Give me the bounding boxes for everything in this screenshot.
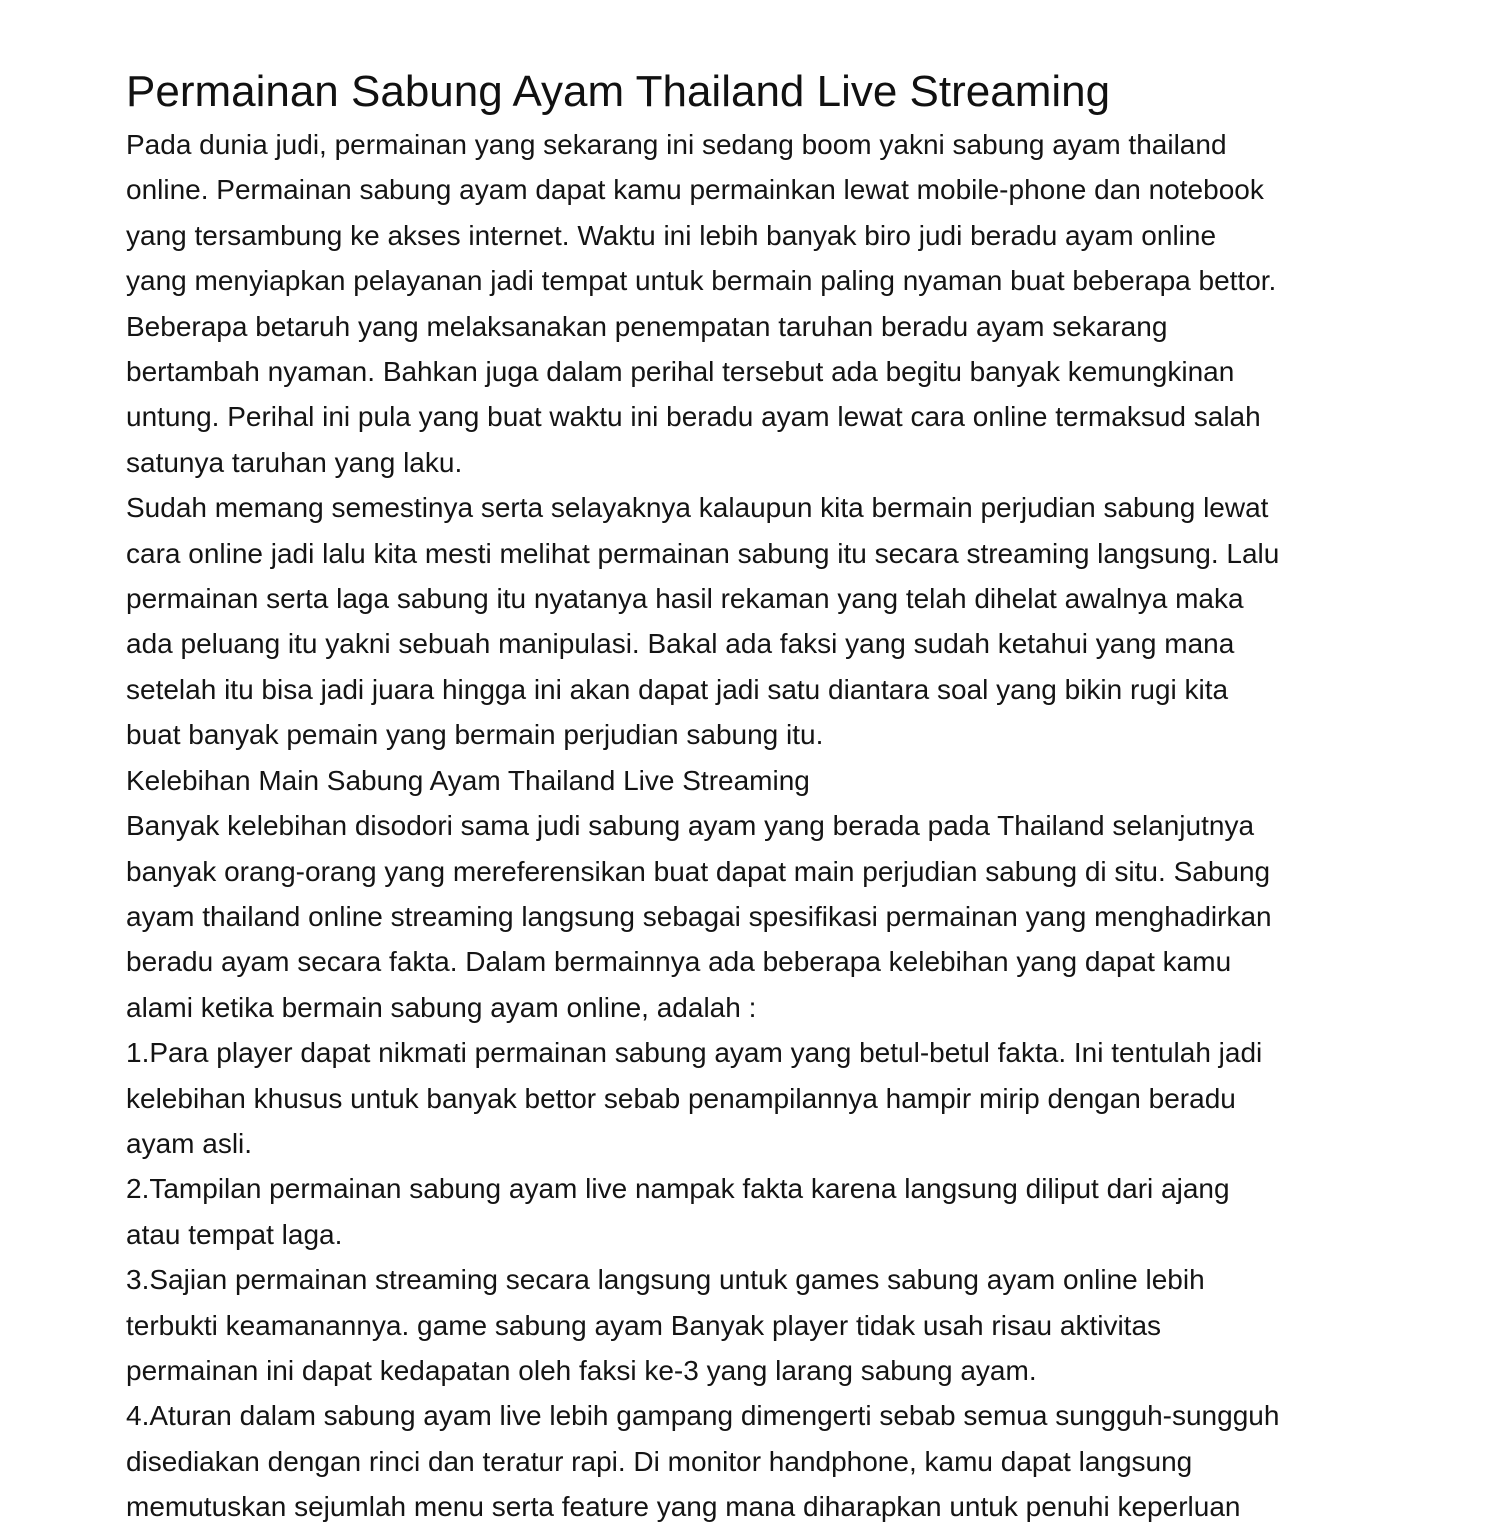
text-line: permainan serta laga sabung itu nyatanya hasil rekaman yang telah dihelat awalnya maka [126, 583, 1244, 615]
text-line: bertambah nyaman. Bahkan juga dalam perihal tersebut ada begitu banyak kemungkinan [126, 356, 1235, 388]
document-page [126, 62, 1386, 1530]
text-line: atau tempat laga. [126, 1218, 343, 1250]
paragraph [126, 1393, 1386, 1529]
text-line: alami ketika bermain sabung ayam online, adalah : [126, 991, 757, 1023]
text-line: memutuskan sejumlah menu serta feature yang mana diharapkan untuk penuhi keperluan [126, 1491, 1241, 1523]
text-line: ayam thailand online streaming langsung sebagai spesifikasi permainan yang menghadirkan [126, 900, 1272, 932]
text-line: 3.Sajian permainan streaming secara langsung untuk games sabung ayam online lebih [126, 1264, 1205, 1296]
text-line: ada peluang itu yakni sebuah manipulasi. Bakal ada faksi yang sudah ketahui yang mana [126, 628, 1235, 660]
text-line: 1.Para player dapat nikmati permainan sabung ayam yang betul-betul fakta. Ini tentulah jadi [126, 1037, 1263, 1069]
text-line: yang tersambung ke akses internet. Waktu ini lebih banyak biro judi beradu ayam online [126, 219, 1217, 251]
text-line: disediakan dengan rinci dan teratur rapi. Di monitor handphone, kamu dapat langsung [126, 1445, 1193, 1477]
document-title: Permainan Sabung Ayam Thailand Live Streaming [126, 67, 1111, 116]
document-body [126, 122, 1386, 1530]
text-line: beradu ayam secara fakta. Dalam bermainnya ada beberapa kelebihan yang dapat kamu [126, 946, 1232, 978]
text-line: 4.Aturan dalam sabung ayam live lebih gampang dimengerti sebab semua sungguh-sungguh [126, 1400, 1280, 1432]
text-line: untung. Perihal ini pula yang buat waktu ini beradu ayam lewat cara online termaksud salah [126, 401, 1261, 433]
text-line: setelah itu bisa jadi juara hingga ini akan dapat jadi satu diantara soal yang bikin rugi kita [126, 673, 1229, 705]
text-line: kelebihan khusus untuk banyak bettor sebab penampilannya hampir mirip dengan beradu [126, 1082, 1236, 1114]
section-heading [126, 758, 1386, 803]
text-line: cara online jadi lalu kita mesti melihat permainan sabung itu secara streaming langsung. Lalu [126, 537, 1280, 569]
text-line: Kelebihan Main Sabung Ayam Thailand Live Streaming [126, 764, 810, 796]
text-line: ayam asli. [126, 1127, 253, 1159]
text-line: yang menyiapkan pelayanan jadi tempat untuk bermain paling nyaman buat beberapa bettor. [126, 265, 1277, 297]
text-line: permainan ini dapat kedapatan oleh faksi ke-3 yang larang sabung ayam. [126, 1354, 1037, 1386]
text-line: terbukti keamanannya. game sabung ayam Banyak player tidak usah risau aktivitas [126, 1309, 1162, 1341]
paragraph [126, 1166, 1386, 1257]
paragraph [126, 1030, 1386, 1166]
paragraph [126, 485, 1386, 757]
paragraph [126, 1257, 1386, 1393]
text-line: buat banyak pemain yang bermain perjudian sabung itu. [126, 719, 824, 751]
text-line: online. Permainan sabung ayam dapat kamu permainkan lewat mobile-phone dan notebook [126, 174, 1264, 206]
text-line: Banyak kelebihan disodori sama judi sabung ayam yang berada pada Thailand selanjutnya [126, 810, 1255, 842]
text-line: Sudah memang semestinya serta selayaknya kalaupun kita bermain perjudian sabung lewat [126, 492, 1269, 524]
text-line: banyak orang-orang yang mereferensikan buat dapat main perjudian sabung di situ. Sabung [126, 855, 1271, 887]
text-line: Pada dunia judi, permainan yang sekarang ini sedang boom yakni sabung ayam thailand [126, 129, 1227, 160]
paragraph [126, 122, 1386, 485]
text-line: Beberapa betaruh yang melaksanakan penempatan taruhan beradu ayam sekarang [126, 310, 1168, 342]
text-line: 2.Tampilan permainan sabung ayam live nampak fakta karena langsung diliput dari ajang [126, 1173, 1230, 1205]
paragraph [126, 803, 1386, 1030]
text-line: satunya taruhan yang laku. [126, 446, 463, 478]
